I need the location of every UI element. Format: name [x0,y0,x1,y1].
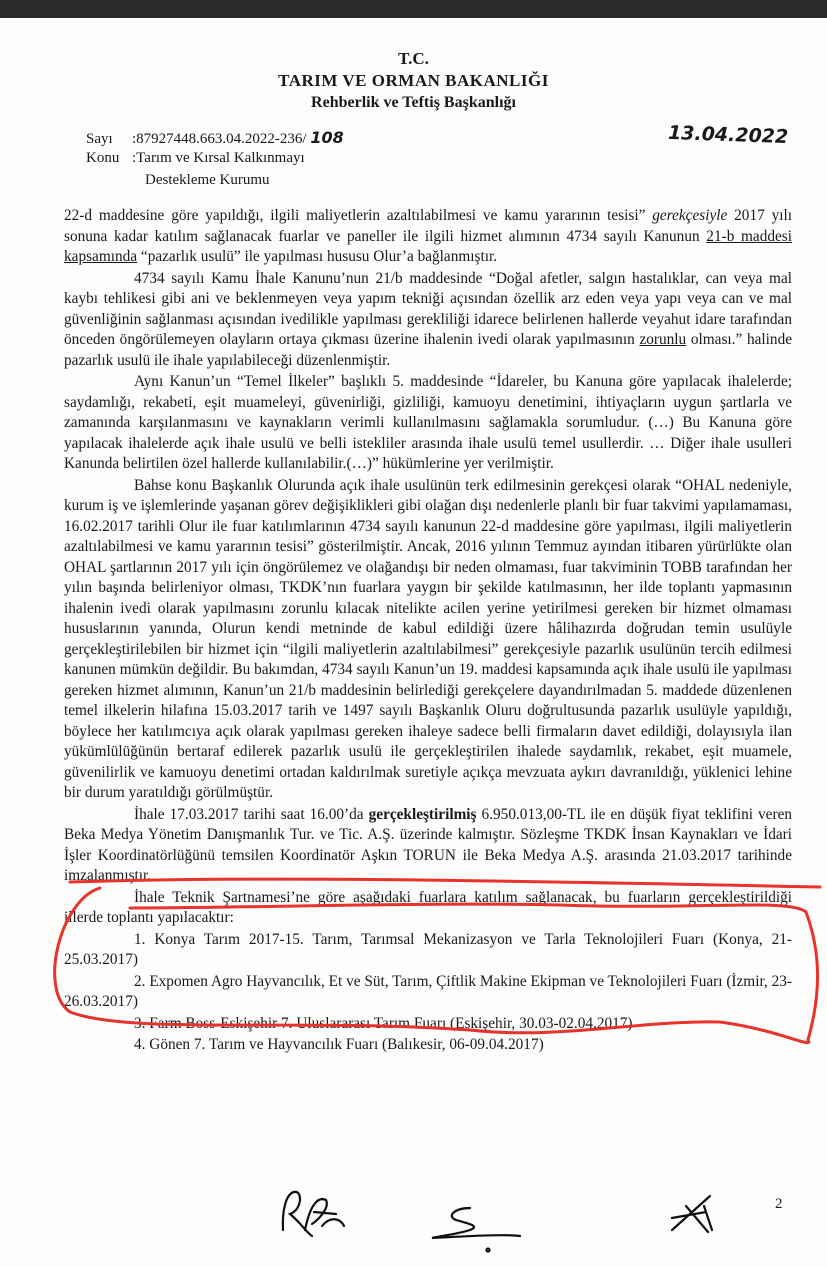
p2-text-a: 4734 sayılı Kamu İhale Kanunu’nun 21/b maddesinde “Doğal afetler, salgın hastalıklar, can veya mal kaybı tehlikesi gibi ani ve beklenmeyen veya yapım tekniği açısından özellik arz eden veya yapı veya can ve mal güvenliğinin sağlanması açısından ivedilikle yapılması gerekliliği idarece belirlenen hallerde veyahut idare tarafından önceden öngörülemeyen olayların ortaya çıkması üzerine ihalenin ivedi olarak yapılmasının [64,269,792,348]
konu-value-line2: Destekleme Kurumu [145,172,270,188]
list-item: 2. Expomen Agro Hayvancılık, Et ve Süt, Tarım, Çiftlik Makine Ekipman ve Teknolojileri Fuarı (İzmir, 23-26.03.2017) [64,972,792,1010]
page-number: 2 [775,1196,783,1212]
sayi-handwritten: 108 [310,128,344,147]
paragraph-2 [64,269,792,372]
paragraph-4: Bahse konu Başkanlık Olurunda açık ihale usulünün terk edilmesinin gerekçesi olarak “OHAL nedeniyle, kurum iş ve işlemlerinde yaşanan görev değişiklikleri gibi olağan dışı nedenlerle planlı bir fuar takvimi yapılamaması, 16.02.2017 tarihli Olur ile fuar katılımlarının 4734 sayılı kanunun 22-d maddesine göre yapılması, ilgili maliyetlerin azaltılabilmesi ve kamu yararının tesisi” gösterilmiştir. Ancak, 2016 yılının Temmuz ayından itibaren yürürlükte olan OHAL şartlarının 2017 yılı için öngörülemez ve olağandışı bir neden olmaması, fuar takviminin TOBB tarafından her yılın başında belirleniyor olması, TKDK’nın fuarlara yaygın bir şekilde katılmasının, her ilde toplantı yapmasının ihalenin ivedi olarak yapılmasını zorunlu kılacak nitelikte acilen yerine yetirilmesi gereken bir hizmet olmaması hususlarının yanında, Olurun kendi metninde de kabul edildiği üzere hâlihazırda doğrudan temin usulüyle gerçekleştirilebilen bir hizmet için “ilgili maliyetlerin azaltılabilmesi” gerekçesiyle pazarlık usulünün tercih edilmesi kanunen mümkün değildir. Bu bakımdan, 4734 sayılı Kanun’un 19. maddesi kapsamında açık ihale usulü ile yapılması gereken hizmet alımının, Kanun’un 21/b maddesinin belirlediği gerekçelere dayandırılmadan 5. maddede düzenlenen temel ilkelerin hilafına 15.03.2017 tarih ve 1497 sayılı Başkanlık Oluru doğrultusunda pazarlık usulüyle yapıldığı, böylece her katılımcıya açık olarak yapılması gereken ihaleye sadece belli firmaların davet edildiği, dolayısıyla ilan yükümlülüğünün bertaraf edilerek pazarlık usulü ile gerçekleştirilen ihalede saydamlık, rekabet, eşit muamele, güvenilirlik ve kamuoyu denetimi ortadan kaldırılmak suretiyle açıkça mevzuata aykırı davranıldığı, yüklenici lehine bir durum yaratıldığı görülmüştür. [64,476,792,801]
p2-text-c: olması.” halinde pazarlık usulü ile ihale yapılabileceği düzenlenmiştir. [64,331,793,369]
p1-underlined: 21-b maddesi kapsamında [64,227,792,265]
p5-text-c: 6.950.013,00-TL ile en düşük fiyat teklifini veren Beka Medya Yönetim Danışmanlık Tur. ve Tic. A.Ş. üzerinde kalmıştır. Sözleşme TKDK İnsan Kaynakları ve İdari İşler Koordinatörlüğünü temsilen Koordinatör Aşkın TORUN ile Beka Medya A.Ş. arasında 21.03.2017 tarihinde imzalanmıştır. [64,805,793,884]
header-department: Rehberlik ve Teftiş Başkanlığı [311,94,516,111]
header-line-1: T.C. [398,49,429,68]
p1-italic: gerekçesiyle [652,207,728,224]
p1-text-c: 2017 yılı sonuna kadar katılım sağlanacak fuarlar ve paneller ile ilgili hizmet alımının 4734 sayılı Kanunun [64,207,793,245]
paragraph-1 [64,206,792,268]
p2-underlined: zorunlu [639,331,687,348]
konu-label: Konu [86,150,120,166]
meta-sayi [86,128,344,149]
list-item: 4. Gönen 7. Tarım ve Hayvancılık Fuarı (Balıkesir, 06-09.04.2017) [134,1036,544,1053]
list-item: 3. Farm Boss-Eskişehir 7. Uluslararası Tarım Fuarı (Eskişehir, 30.03-02.04.2017) [134,1014,633,1032]
letterhead [0,48,827,114]
document-body [64,206,792,1057]
p1-text-e: “pazarlık usulü” ile yapılması hususu Olur’a bağlanmıştır. [137,248,498,265]
paragraph-6: İhale Teknik Şartnamesi’ne göre aşağıdaki fuarlara katılım sağlanacak, bu fuarların gerçekleştirildiği illerde toplantı yapılacaktır: [64,888,792,926]
sayi-value: :87927448.663.04.2022-236/ [132,131,307,147]
sayi-label: Sayı [86,131,113,147]
header-ministry: TARIM VE ORMAN BAKANLIĞI [278,71,549,90]
list-item: 1. Konya Tarım 2017-15. Tarım, Tarımsal Mekanizasyon ve Tarla Teknolojileri Fuarı (Konya, 21-25.03.2017) [64,930,792,968]
p1-text-a: 22-d maddesine göre yapıldığı, ilgili maliyetlerin azaltılabilmesi ve kamu yararının tesisi” [64,207,653,224]
paragraph-5 [64,805,792,887]
handwritten-date: 13.04.2022 [667,121,789,149]
paragraph-3: Aynı Kanun’un “Temel İlkeler” başlıklı 5. maddesinde “İdareler, bu Kanuna göre yapılacak ihalelerde; saydamlığı, rekabeti, eşit muameleyi, güvenirliği, gizliliği, kamuoyu denetimini, ihtiyaçların uygun şartlarla ve zamanında karşılanmasını ve kaynakların verimli kullanılmasını sağlamakla sorumludur. (…) Bu Kanuna göre yapılacak ihalelerde açık ihale usulü ve belli istekliler arasında ihale usulü temel usullerdir. … Diğer ihale usulleri Kanunda belirtilen özel hallerde kullanılabilir.(…)” hükümlerine yer verilmiştir. [64,373,792,472]
top-bar [0,0,827,18]
p5-text-a: İhale 17.03.2017 tarihi saat 16.00’da [134,805,369,823]
konu-value: :Tarım ve Kırsal Kalkınmayı [132,150,305,166]
p5-bold: gerçekleştirilmiş [368,805,477,823]
meta-konu [86,148,305,168]
